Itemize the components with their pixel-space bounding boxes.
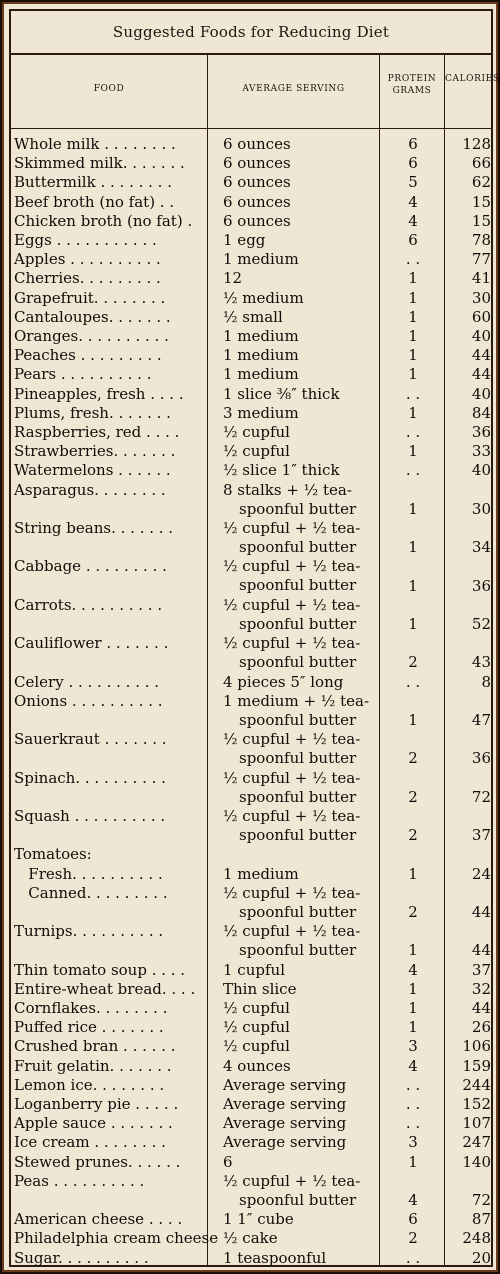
table-row — [11, 884, 491, 922]
calories-value: 44 — [471, 346, 491, 365]
table-row — [11, 961, 491, 980]
calories-value: 26 — [471, 1018, 491, 1037]
serving-size — [223, 1249, 326, 1268]
protein-grams: 1 — [408, 864, 418, 883]
protein-grams: 2 — [408, 1229, 418, 1248]
table-row — [11, 1076, 491, 1095]
food-name: Grapefruit. . . . . . . . — [14, 288, 166, 307]
food-name: Apples . . . . . . . . . . — [14, 250, 161, 269]
serving-line: 4 ounces — [223, 1056, 291, 1075]
protein-grams: 2 — [408, 902, 418, 921]
food-name: Sugar. . . . . . . . . . — [14, 1248, 149, 1267]
food-name: Carrots. . . . . . . . . . — [14, 595, 163, 614]
serving-line: spoonful butter — [239, 902, 357, 921]
serving-size — [223, 769, 360, 807]
protein-grams: 1 — [408, 979, 418, 998]
protein-grams: . . — [405, 672, 421, 691]
calories-value: 36 — [471, 423, 491, 441]
calories-value: 77 — [471, 250, 491, 269]
serving-line: ½ cupful — [223, 1018, 290, 1037]
serving-line: ½ cupful + ½ tea- — [223, 557, 361, 576]
serving-size — [223, 1095, 346, 1114]
serving-line: 6 ounces — [223, 135, 291, 153]
table-row — [11, 1210, 491, 1229]
table-row — [11, 769, 491, 807]
calories-value: 52 — [471, 614, 491, 633]
serving-line: 1 medium + ½ tea- — [223, 691, 370, 710]
table-row — [11, 212, 491, 231]
serving-size — [223, 692, 369, 730]
protein-grams: 4 — [408, 192, 418, 211]
serving-line: ½ cupful + ½ tea- — [223, 519, 361, 537]
calories-value: 159 — [462, 1056, 491, 1075]
table-row — [11, 634, 491, 672]
food-name: Apple sauce . . . . . . . — [14, 1114, 173, 1133]
serving-line: Average serving — [223, 1075, 347, 1094]
serving-size — [223, 1133, 346, 1152]
table-row — [11, 289, 491, 308]
table-row — [11, 193, 491, 212]
protein-grams: 1 — [408, 307, 418, 326]
food-name: Spinach. . . . . . . . . . — [14, 768, 166, 787]
table-row — [11, 1095, 491, 1114]
serving-size — [223, 922, 360, 960]
serving-line: spoonful butter — [239, 710, 357, 729]
protein-grams: 2 — [408, 826, 418, 845]
food-name: Sauerkraut . . . . . . . — [14, 730, 167, 749]
serving-size — [223, 404, 299, 423]
food-name: Fruit gelatin. . . . . . . — [14, 1056, 172, 1075]
table-title: Suggested Foods for Reducing Diet — [112, 23, 390, 41]
food-name: Asparagus. . . . . . . . — [14, 480, 166, 499]
serving-size — [223, 807, 360, 845]
food-name: Chicken broth (no fat) . — [14, 211, 193, 230]
protein-grams: 2 — [408, 787, 418, 806]
food-name: Fresh. . . . . . . . . . — [14, 864, 163, 883]
serving-line: ½ cupful — [223, 442, 290, 461]
table-row — [11, 519, 491, 557]
serving-size — [223, 1037, 290, 1056]
table-row — [11, 269, 491, 288]
calories-value: 78 — [471, 231, 491, 249]
table-row — [11, 461, 491, 480]
food-name: Tomatoes: — [14, 845, 92, 864]
food-name: Whole milk . . . . . . . . — [14, 135, 176, 153]
serving-line: 6 ounces — [223, 154, 291, 173]
calories-value: 44 — [471, 999, 491, 1017]
serving-line: 6 — [223, 1152, 233, 1171]
serving-size — [223, 961, 285, 980]
serving-size — [223, 481, 356, 519]
serving-line: ½ cupful + ½ tea- — [223, 883, 361, 902]
serving-line: ½ cupful + ½ tea- — [223, 807, 361, 825]
calories-value: 87 — [471, 1210, 491, 1229]
calories-value: 37 — [471, 960, 491, 979]
header-bottom-rule — [11, 128, 491, 129]
serving-size — [223, 385, 340, 404]
protein-grams: 4 — [408, 1190, 418, 1209]
protein-grams: 1 — [408, 403, 418, 422]
serving-line: 1 slice ⅜″ thick — [223, 384, 340, 403]
serving-size — [223, 1057, 291, 1076]
food-name: Cantaloupes. . . . . . . — [14, 307, 171, 326]
table-row — [11, 1057, 491, 1076]
table-row — [11, 845, 491, 864]
table-row — [11, 404, 491, 423]
food-name: Cauliflower . . . . . . . — [14, 634, 169, 653]
table-row — [11, 922, 491, 960]
serving-size — [223, 730, 360, 768]
protein-grams: . . — [405, 250, 421, 269]
serving-size — [223, 884, 360, 922]
serving-size — [223, 327, 299, 346]
table-frame — [9, 9, 500, 1267]
serving-line: 1 teaspoonful — [223, 1248, 327, 1267]
calories-value: 60 — [471, 307, 491, 326]
calories-value: 72 — [471, 787, 491, 806]
protein-grams: . . — [405, 384, 421, 403]
food-name: Ice cream . . . . . . . . — [14, 1133, 166, 1152]
protein-grams: 1 — [408, 288, 418, 307]
calories-value: 152 — [462, 1095, 491, 1113]
food-name: Entire-wheat bread. . . . — [14, 979, 196, 998]
calories-value: 37 — [471, 826, 491, 845]
calories-value: 24 — [471, 864, 491, 883]
serving-size — [223, 423, 290, 442]
table-row — [11, 999, 491, 1018]
protein-grams: 1 — [408, 576, 418, 595]
calories-value: 140 — [462, 1152, 491, 1171]
calories-value: 33 — [471, 442, 491, 461]
serving-line: spoonful butter — [239, 749, 357, 768]
calories-value: 47 — [471, 710, 491, 729]
food-name: Raspberries, red . . . . — [14, 423, 180, 441]
serving-size — [223, 365, 299, 384]
food-name: Peas . . . . . . . . . . — [14, 1171, 145, 1190]
table-row — [11, 557, 491, 595]
serving-line: 6 ounces — [223, 211, 291, 230]
serving-line: ½ cupful + ½ tea- — [223, 922, 361, 941]
calories-value: 15 — [471, 211, 491, 230]
serving-line: ½ slice 1″ thick — [223, 461, 340, 480]
serving-line: spoonful butter — [239, 826, 357, 844]
serving-line: ½ cupful + ½ tea- — [223, 595, 361, 614]
protein-grams: 6 — [408, 1210, 418, 1229]
serving-size — [223, 596, 360, 634]
food-name: Squash . . . . . . . . . . — [14, 807, 166, 825]
protein-grams: 1 — [408, 999, 418, 1017]
calories-value: 41 — [471, 269, 491, 288]
serving-size — [223, 231, 265, 250]
table-row — [11, 231, 491, 250]
protein-grams: 1 — [408, 1152, 418, 1171]
calories-value: 36 — [471, 576, 491, 595]
protein-grams: 1 — [408, 269, 418, 288]
protein-grams: 1 — [408, 327, 418, 345]
serving-size — [223, 865, 299, 884]
serving-line: 1 medium — [223, 864, 299, 883]
food-name: Onions . . . . . . . . . . — [14, 691, 163, 710]
protein-grams: 1 — [408, 442, 418, 461]
protein-grams: . . — [405, 423, 421, 441]
food-name: Stewed prunes. . . . . . — [14, 1152, 181, 1171]
serving-size — [223, 1229, 278, 1248]
table-row — [11, 692, 491, 730]
calories-value: 43 — [471, 653, 491, 672]
table-row — [11, 346, 491, 365]
protein-grams: 4 — [408, 1056, 418, 1075]
serving-size — [223, 557, 360, 595]
header-serving: AVERAGE SERVING — [242, 84, 345, 94]
food-name: Thin tomato soup . . . . — [14, 960, 186, 979]
protein-grams: 4 — [408, 960, 418, 979]
protein-grams: 6 — [408, 231, 418, 249]
serving-size — [223, 154, 291, 173]
food-name: American cheese . . . . — [14, 1210, 183, 1229]
serving-line: ½ cupful — [223, 1037, 290, 1056]
table-row — [11, 154, 491, 173]
calories-value: 248 — [462, 1229, 491, 1248]
serving-size — [223, 250, 299, 269]
calories-value: 30 — [471, 288, 491, 307]
table-row — [11, 673, 491, 692]
serving-line: spoonful butter — [239, 614, 357, 633]
protein-grams: 1 — [408, 346, 418, 365]
protein-grams: 3 — [408, 1133, 418, 1152]
serving-line: 1 medium — [223, 250, 299, 269]
protein-grams: 6 — [408, 154, 418, 173]
serving-size — [223, 289, 304, 308]
serving-line: 6 ounces — [223, 192, 291, 211]
serving-line: 1 medium — [223, 327, 299, 345]
calories-value: 36 — [471, 749, 491, 768]
serving-size — [223, 519, 360, 557]
table-row — [11, 1037, 491, 1056]
calories-value: 66 — [471, 154, 491, 173]
food-name: Pineapples, fresh . . . . — [14, 384, 184, 403]
food-name: Turnips. . . . . . . . . . — [14, 922, 164, 941]
table-row — [11, 1172, 491, 1210]
table-row — [11, 1018, 491, 1037]
calories-value: 84 — [471, 403, 491, 422]
protein-grams: 1 — [408, 1018, 418, 1037]
header-protein: PROTEIN GRAMS — [387, 74, 437, 96]
serving-line: 1 medium — [223, 365, 299, 384]
food-name: Canned. . . . . . . . . — [14, 883, 168, 902]
calories-value: 8 — [481, 672, 491, 691]
table-row — [11, 173, 491, 192]
serving-size — [223, 1153, 233, 1172]
header-top-rule — [11, 53, 491, 55]
food-name: Skimmed milk. . . . . . . — [14, 154, 185, 173]
food-name: Buttermilk . . . . . . . . — [14, 173, 172, 192]
serving-line: 6 ounces — [223, 173, 291, 192]
food-name: Loganberry pie . . . . . — [14, 1095, 179, 1113]
serving-line: spoonful butter — [239, 941, 357, 960]
food-name: Strawberries. . . . . . . — [14, 442, 176, 461]
serving-size — [223, 269, 242, 288]
protein-grams: 2 — [408, 653, 418, 672]
header-food: FOOD — [93, 84, 125, 94]
serving-line: 1 egg — [223, 231, 266, 249]
protein-grams: 1 — [408, 499, 418, 518]
serving-size — [223, 1172, 360, 1210]
calories-value: 40 — [471, 384, 491, 403]
serving-size — [223, 135, 291, 154]
serving-line: ½ medium — [223, 288, 304, 307]
calories-value: 44 — [471, 902, 491, 921]
calories-value: 128 — [462, 135, 491, 153]
protein-grams: . . — [405, 1095, 421, 1113]
serving-line: Average serving — [223, 1114, 347, 1133]
calories-value: 30 — [471, 499, 491, 518]
food-name: Celery . . . . . . . . . . — [14, 672, 160, 691]
calories-value: 40 — [471, 461, 491, 480]
serving-line: 1 cupful — [223, 960, 285, 979]
serving-line: Average serving — [223, 1133, 347, 1152]
food-name: Cabbage . . . . . . . . . — [14, 557, 167, 576]
calories-value: 32 — [471, 979, 491, 998]
table-row — [11, 596, 491, 634]
table-row — [11, 442, 491, 461]
serving-line: ½ cake — [223, 1229, 278, 1248]
table-row — [11, 1249, 491, 1268]
calories-value: 34 — [471, 538, 491, 557]
serving-size — [223, 673, 343, 692]
serving-line: 12 — [223, 269, 243, 288]
food-name: Cherries. . . . . . . . . — [14, 269, 161, 288]
serving-size — [223, 173, 291, 192]
protein-grams: . . — [405, 1114, 421, 1133]
table-row — [11, 1153, 491, 1172]
food-name: String beans. . . . . . . — [14, 519, 174, 537]
protein-grams: 3 — [408, 1037, 418, 1056]
calories-value: 62 — [471, 173, 491, 192]
calories-value: 20 — [471, 1248, 491, 1267]
protein-grams: . . — [405, 1248, 421, 1267]
serving-size — [223, 1018, 290, 1037]
calories-value: 107 — [462, 1114, 491, 1133]
serving-size — [223, 1114, 346, 1133]
protein-grams: 1 — [408, 538, 418, 557]
serving-line: ½ cupful — [223, 999, 290, 1017]
table-row — [11, 327, 491, 346]
table-row — [11, 730, 491, 768]
protein-grams: 1 — [408, 710, 418, 729]
serving-size — [223, 461, 340, 480]
food-name: Crushed bran . . . . . . — [14, 1037, 176, 1056]
food-name: Plums, fresh. . . . . . . — [14, 403, 171, 422]
table-row — [11, 807, 491, 845]
calories-value: 247 — [462, 1133, 491, 1152]
serving-line: ½ cupful + ½ tea- — [223, 634, 361, 653]
serving-size — [223, 346, 299, 365]
page-frame — [2, 2, 498, 1272]
serving-line: 1 1″ cube — [223, 1210, 294, 1229]
serving-line: ½ cupful + ½ tea- — [223, 768, 361, 787]
serving-size — [223, 1210, 294, 1229]
table-row — [11, 423, 491, 442]
serving-line: Average serving — [223, 1095, 347, 1113]
serving-line: spoonful butter — [239, 787, 357, 806]
table-row — [11, 250, 491, 269]
food-name: Beef broth (no fat) . . — [14, 192, 175, 211]
protein-grams: 1 — [408, 614, 418, 633]
serving-line: 3 medium — [223, 403, 299, 422]
calories-value: 44 — [471, 365, 491, 384]
food-name: Puffed rice . . . . . . . — [14, 1018, 164, 1037]
food-name: Pears . . . . . . . . . . — [14, 365, 152, 384]
protein-grams: 1 — [408, 941, 418, 960]
calories-value: 44 — [471, 941, 491, 960]
table-row — [11, 1229, 491, 1248]
table-row — [11, 865, 491, 884]
serving-line: spoonful butter — [239, 1190, 357, 1209]
food-name: Lemon ice. . . . . . . . — [14, 1075, 165, 1094]
table-row — [11, 365, 491, 384]
protein-grams: 5 — [408, 173, 418, 192]
serving-line: spoonful butter — [239, 653, 357, 672]
serving-line: 4 pieces 5″ long — [223, 672, 344, 691]
serving-line: ½ cupful — [223, 423, 290, 441]
serving-size — [223, 212, 291, 231]
table-row — [11, 308, 491, 327]
serving-line: spoonful butter — [239, 576, 357, 595]
serving-line: ½ small — [223, 307, 283, 326]
table-row — [11, 980, 491, 999]
food-name: Watermelons . . . . . . — [14, 461, 171, 480]
serving-size — [223, 308, 283, 327]
calories-value: 15 — [471, 192, 491, 211]
table-row — [11, 385, 491, 404]
serving-line: ½ cupful + ½ tea- — [223, 1171, 361, 1190]
header-calories: CALORIES — [445, 74, 500, 84]
serving-line: ½ cupful + ½ tea- — [223, 730, 361, 749]
serving-line: Thin slice — [223, 979, 297, 998]
calories-value: 244 — [462, 1075, 491, 1094]
table-row — [11, 1114, 491, 1133]
table-row — [11, 481, 491, 519]
food-name: Oranges. . . . . . . . . . — [14, 327, 169, 345]
food-name: Eggs . . . . . . . . . . . — [14, 231, 157, 249]
serving-size — [223, 442, 290, 461]
calories-value: 40 — [471, 327, 491, 345]
protein-grams: 1 — [408, 365, 418, 384]
protein-grams: . . — [405, 1075, 421, 1094]
food-name: Philadelphia cream cheese — [14, 1229, 219, 1248]
serving-size — [223, 980, 296, 999]
serving-line: spoonful butter — [239, 538, 357, 556]
food-name: Cornflakes. . . . . . . . — [14, 999, 168, 1017]
serving-line: spoonful butter — [239, 499, 357, 518]
serving-size — [223, 193, 291, 212]
calories-value: 72 — [471, 1190, 491, 1209]
serving-line: 8 stalks + ½ tea- — [223, 480, 352, 499]
protein-grams: 4 — [408, 211, 418, 230]
serving-size — [223, 1076, 346, 1095]
protein-grams: . . — [405, 461, 421, 480]
table-row — [11, 1133, 491, 1152]
serving-size — [223, 999, 290, 1018]
protein-grams: 6 — [408, 135, 418, 153]
calories-value: 106 — [462, 1037, 491, 1056]
food-name: Peaches . . . . . . . . . — [14, 346, 162, 365]
serving-size — [223, 634, 360, 672]
protein-grams: 2 — [408, 749, 418, 768]
table-row — [11, 135, 491, 154]
serving-line: 1 medium — [223, 346, 299, 365]
